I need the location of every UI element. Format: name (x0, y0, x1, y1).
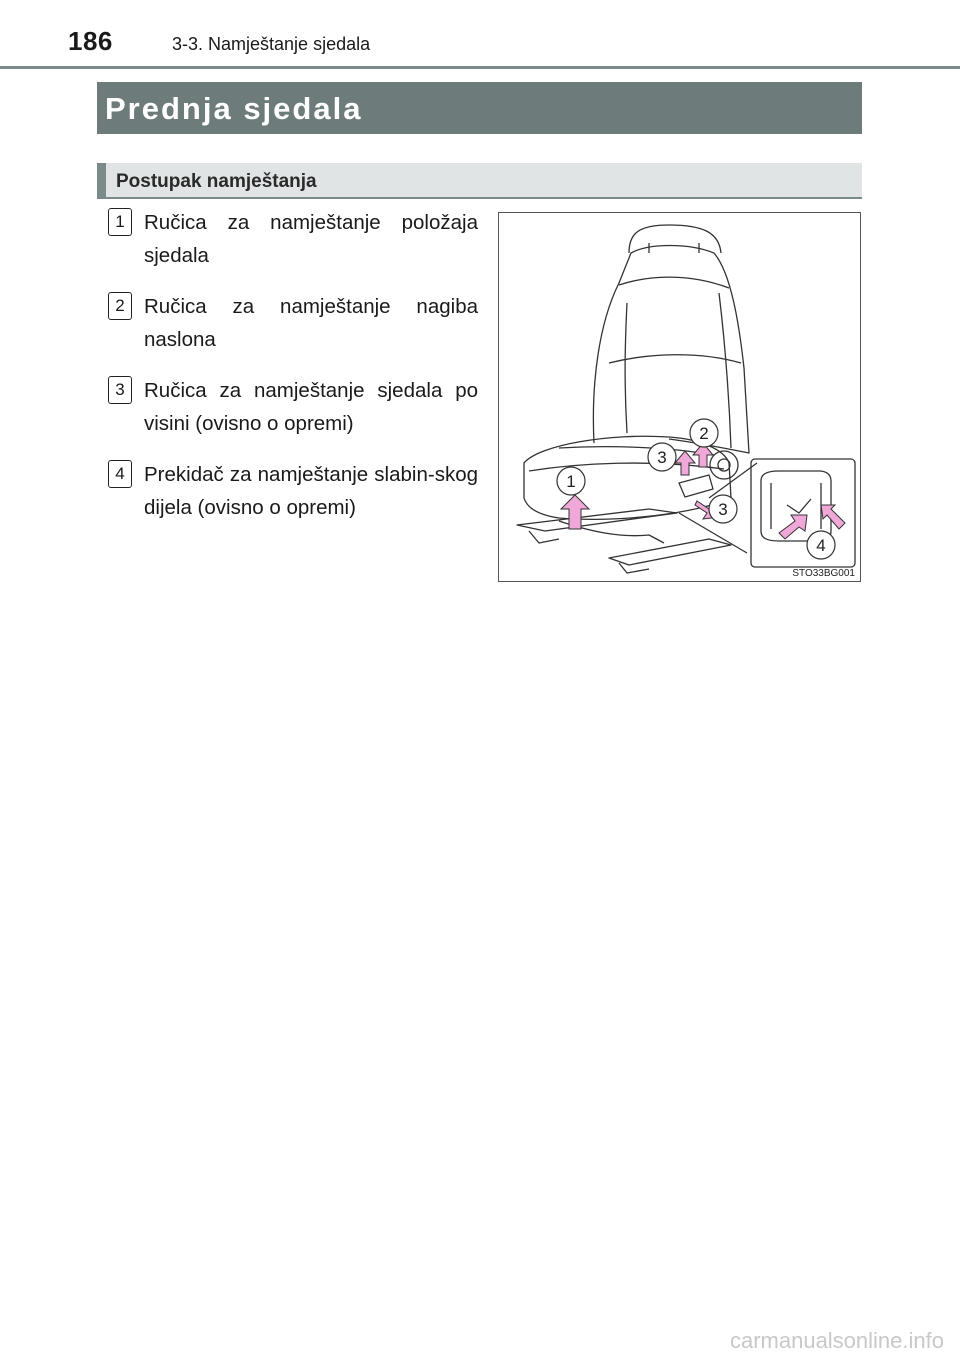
seat-illustration (499, 213, 860, 581)
item-text: Ručica za namještanje sjedala po visini (ovisno o opremi) (144, 379, 478, 435)
watermark: carmanualsonline.info (729, 1328, 944, 1353)
seat-figure (498, 212, 861, 582)
section-subtitle: Postupak namještanja (116, 171, 317, 192)
list-item (108, 458, 478, 524)
list-item (108, 374, 478, 440)
callout-3b: 3 (718, 500, 728, 519)
title-bar (97, 82, 862, 134)
page-number: 186 (68, 26, 113, 56)
item-text: Ručica za namještanje položaja sjedala (144, 211, 478, 267)
running-header: 3-3. Namještanje sjedala (172, 34, 371, 54)
list-item (108, 206, 478, 272)
item-list (108, 206, 478, 542)
header-rule (0, 66, 960, 69)
subtitle-bar (97, 163, 862, 199)
item-number: 4 (108, 460, 132, 488)
item-number: 1 (108, 208, 132, 236)
callout-2: 2 (699, 424, 709, 443)
callout-3a: 3 (657, 448, 667, 467)
callout-1: 1 (566, 472, 576, 491)
item-text: Ručica za namještanje nagiba naslona (144, 295, 478, 351)
callout-4: 4 (816, 536, 826, 555)
figure-id: STO33BG001 (792, 568, 855, 579)
item-text: Prekidač za namještanje slabin-skog dijela (ovisno o opremi) (144, 463, 478, 519)
page-title: Prednja sjedala (105, 91, 363, 126)
list-item (108, 290, 478, 356)
item-number: 3 (108, 376, 132, 404)
item-number: 2 (108, 292, 132, 320)
